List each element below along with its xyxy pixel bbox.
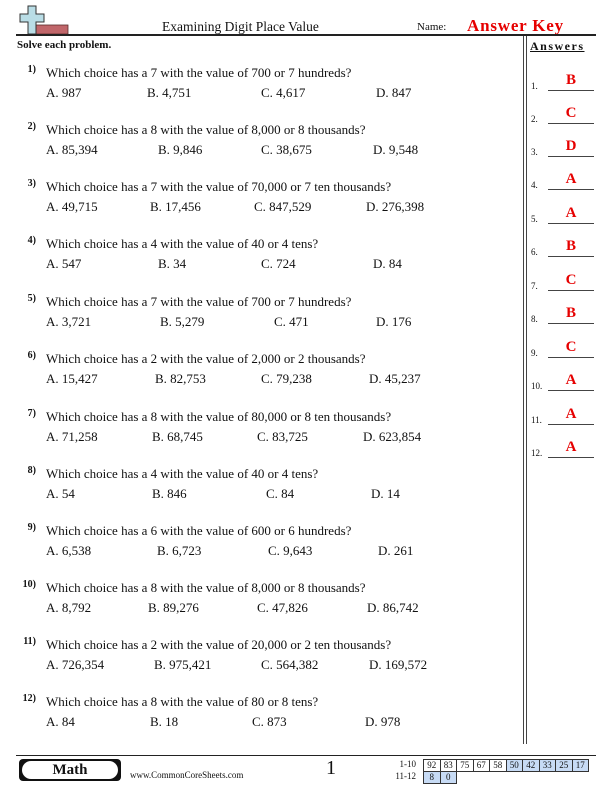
answer-item [531, 139, 597, 159]
choice-option[interactable]: A. 71,258 [46, 429, 98, 444]
problem-question: Which choice has a 8 with the value of 80,000 or 8 ten thousands? [46, 409, 392, 424]
answer-blank-line [548, 390, 594, 391]
choice-option[interactable]: B. 846 [152, 486, 187, 501]
score-row [423, 771, 456, 784]
score-cell: 33 [539, 759, 557, 772]
score-cell: 92 [423, 759, 441, 772]
answer-number: 11. [531, 415, 542, 425]
answers-title: Answers [530, 39, 585, 53]
choice-option[interactable]: B. 5,279 [160, 314, 205, 329]
answer-number: 5. [531, 214, 538, 224]
choice-option[interactable]: B. 6,723 [157, 543, 202, 558]
subject-label: Math [22, 761, 118, 779]
answer-number: 7. [531, 281, 538, 291]
choice-option[interactable]: D. 45,237 [369, 371, 421, 386]
problem-item [0, 293, 520, 333]
answer-blank-line [548, 189, 594, 190]
answers-column-divider [523, 36, 527, 744]
choice-option[interactable]: C. 84 [266, 486, 295, 501]
answer-blank-line [548, 256, 594, 257]
page-number: 1 [326, 757, 336, 779]
answer-item [531, 306, 597, 326]
choice-option[interactable]: A. 54 [46, 486, 75, 501]
worksheet-title: Examining Digit Place Value [162, 19, 319, 34]
choice-option[interactable]: B. 82,753 [155, 371, 206, 386]
choice-option[interactable]: D. 978 [365, 714, 401, 729]
answer-blank-line [548, 424, 594, 425]
choice-option[interactable]: C. 79,238 [261, 371, 312, 386]
problem-number: 8) [27, 465, 36, 476]
problem-item [0, 636, 520, 676]
name-label: Name: [417, 21, 447, 33]
problem-question: Which choice has a 8 with the value of 80 or 8 tens? [46, 694, 319, 709]
choice-option[interactable]: D. 86,742 [367, 600, 419, 615]
choice-option[interactable]: D. 84 [373, 256, 402, 271]
answer-key-label: Answer Key [467, 16, 564, 35]
answer-value: A [565, 439, 577, 455]
score-cell: 58 [489, 759, 507, 772]
choice-option[interactable]: D. 623,854 [363, 429, 422, 444]
answer-item [531, 273, 597, 293]
plus-sign-logo-icon [16, 5, 74, 35]
choice-option[interactable]: A. 3,721 [46, 314, 92, 329]
score-cell: 50 [506, 759, 524, 772]
choice-option[interactable]: D. 169,572 [369, 657, 428, 672]
answer-item [531, 239, 597, 259]
answer-number: 9. [531, 348, 538, 358]
score-row-label: 1-10 [399, 759, 416, 769]
choice-option[interactable]: D. 9,548 [373, 142, 419, 157]
answer-blank-line [548, 156, 594, 157]
problem-question: Which choice has a 8 with the value of 8,000 or 8 thousands? [46, 580, 366, 595]
choice-option[interactable]: A. 84 [46, 714, 75, 729]
answer-value: C [565, 339, 577, 355]
choice-option[interactable]: C. 47,826 [257, 600, 308, 615]
problem-number: 4) [27, 235, 36, 246]
choice-option[interactable]: C. 873 [252, 714, 287, 729]
answer-item [531, 206, 597, 226]
answer-item [531, 407, 597, 427]
problem-question: Which choice has a 6 with the value of 600 or 6 hundreds? [46, 523, 352, 538]
choice-option[interactable]: C. 471 [274, 314, 309, 329]
website-link[interactable]: www.CommonCoreSheets.com [130, 770, 244, 780]
score-cell: 8 [423, 771, 441, 784]
choice-option[interactable]: A. 8,792 [46, 600, 92, 615]
problem-number: 5) [27, 293, 36, 304]
problem-number: 10) [22, 579, 36, 590]
score-cell: 75 [456, 759, 474, 772]
answer-blank-line [548, 223, 594, 224]
problem-item [0, 64, 520, 104]
instructions: Solve each problem. [17, 39, 112, 51]
answer-value: C [565, 105, 577, 121]
choice-option[interactable]: D. 176 [376, 314, 412, 329]
choice-option[interactable]: C. 847,529 [254, 199, 312, 214]
choice-option[interactable]: C. 9,643 [268, 543, 313, 558]
answer-item [531, 172, 597, 192]
score-row-label: 11-12 [395, 771, 416, 781]
problem-number: 1) [27, 64, 36, 75]
problem-number: 12) [22, 693, 36, 704]
choice-option[interactable]: B. 975,421 [154, 657, 212, 672]
answer-value: A [565, 372, 577, 388]
choice-option[interactable]: C. 4,617 [261, 85, 306, 100]
answer-value: A [565, 205, 577, 221]
answer-value: B [565, 238, 576, 254]
choice-option[interactable]: A. 6,538 [46, 543, 92, 558]
choice-option[interactable]: B. 9,846 [158, 142, 203, 157]
answer-item [531, 373, 597, 393]
choice-option[interactable]: B. 4,751 [147, 85, 192, 100]
answer-blank-line [548, 357, 594, 358]
choice-option[interactable]: A. 726,354 [46, 657, 105, 672]
answer-blank-line [548, 457, 594, 458]
answer-blank-line [548, 123, 594, 124]
problem-number: 11) [23, 636, 36, 647]
problem-question: Which choice has a 4 with the value of 40 or 4 tens? [46, 466, 319, 481]
answer-value: D [565, 138, 577, 154]
problem-question: Which choice has a 2 with the value of 2,000 or 2 thousands? [46, 351, 366, 366]
choice-option[interactable]: D. 14 [371, 486, 400, 501]
choice-option[interactable]: B. 18 [150, 714, 179, 729]
score-cell: 83 [440, 759, 458, 772]
answer-value: A [565, 171, 577, 187]
problem-number: 6) [27, 350, 36, 361]
problem-item [0, 579, 520, 619]
problem-item [0, 350, 520, 390]
problem-question: Which choice has a 7 with the value of 700 or 7 hundreds? [46, 294, 352, 309]
answer-value: A [565, 406, 577, 422]
answer-item [531, 440, 597, 460]
problem-number: 3) [27, 178, 36, 189]
score-cell: 42 [522, 759, 540, 772]
answer-item [531, 106, 597, 126]
score-cell: 17 [572, 759, 590, 772]
choice-option[interactable]: B. 89,276 [148, 600, 199, 615]
answer-item [531, 340, 597, 360]
answer-value: B [565, 72, 576, 88]
choice-option[interactable]: A. 547 [46, 256, 82, 271]
problem-question: Which choice has a 8 with the value of 8,000 or 8 thousands? [46, 122, 366, 137]
problem-question: Which choice has a 7 with the value of 700 or 7 hundreds? [46, 65, 352, 80]
problem-question: Which choice has a 7 with the value of 70,000 or 7 ten thousands? [46, 179, 392, 194]
choice-option[interactable]: B. 17,456 [150, 199, 201, 214]
choice-option[interactable]: A. 987 [46, 85, 82, 100]
choice-option[interactable]: C. 83,725 [257, 429, 308, 444]
choice-option[interactable]: D. 847 [376, 85, 412, 100]
choice-option[interactable]: B. 68,745 [152, 429, 203, 444]
choice-option[interactable]: A. 49,715 [46, 199, 98, 214]
choice-option[interactable]: B. 34 [158, 256, 187, 271]
problem-question: Which choice has a 2 with the value of 20,000 or 2 ten thousands? [46, 637, 392, 652]
answer-value: B [565, 305, 576, 321]
answer-number: 8. [531, 314, 538, 324]
choice-option[interactable]: A. 85,394 [46, 142, 98, 157]
problem-item [0, 178, 520, 218]
choice-option[interactable]: D. 261 [378, 543, 414, 558]
answer-number: 12. [531, 448, 543, 458]
score-cell: 25 [555, 759, 573, 772]
answer-item [531, 73, 597, 93]
answer-blank-line [548, 290, 594, 291]
problem-number: 2) [27, 121, 36, 132]
problem-number: 7) [27, 408, 36, 419]
answer-number: 10. [531, 381, 543, 391]
score-cell: 0 [440, 771, 458, 784]
choice-option[interactable]: D. 276,398 [366, 199, 425, 214]
answer-blank-line [548, 90, 594, 91]
choice-option[interactable]: C. 724 [261, 256, 296, 271]
problem-item [0, 522, 520, 562]
choice-option[interactable]: A. 15,427 [46, 371, 98, 386]
choice-option[interactable]: C. 564,382 [261, 657, 319, 672]
answer-number: 6. [531, 247, 538, 257]
problem-item [0, 693, 520, 733]
score-cell: 67 [473, 759, 491, 772]
answer-value: C [565, 272, 577, 288]
answer-number: 1. [531, 81, 538, 91]
footer-divider [16, 755, 596, 756]
answer-number: 2. [531, 114, 538, 124]
problem-item [0, 465, 520, 505]
answer-number: 4. [531, 180, 538, 190]
problem-number: 9) [27, 522, 36, 533]
problem-item [0, 235, 520, 275]
problem-question: Which choice has a 4 with the value of 40 or 4 tens? [46, 236, 319, 251]
answer-blank-line [548, 323, 594, 324]
answer-number: 3. [531, 147, 538, 157]
problem-item [0, 408, 520, 448]
problem-item [0, 121, 520, 161]
header-divider [16, 34, 596, 36]
choice-option[interactable]: C. 38,675 [261, 142, 312, 157]
subject-badge [19, 759, 121, 781]
